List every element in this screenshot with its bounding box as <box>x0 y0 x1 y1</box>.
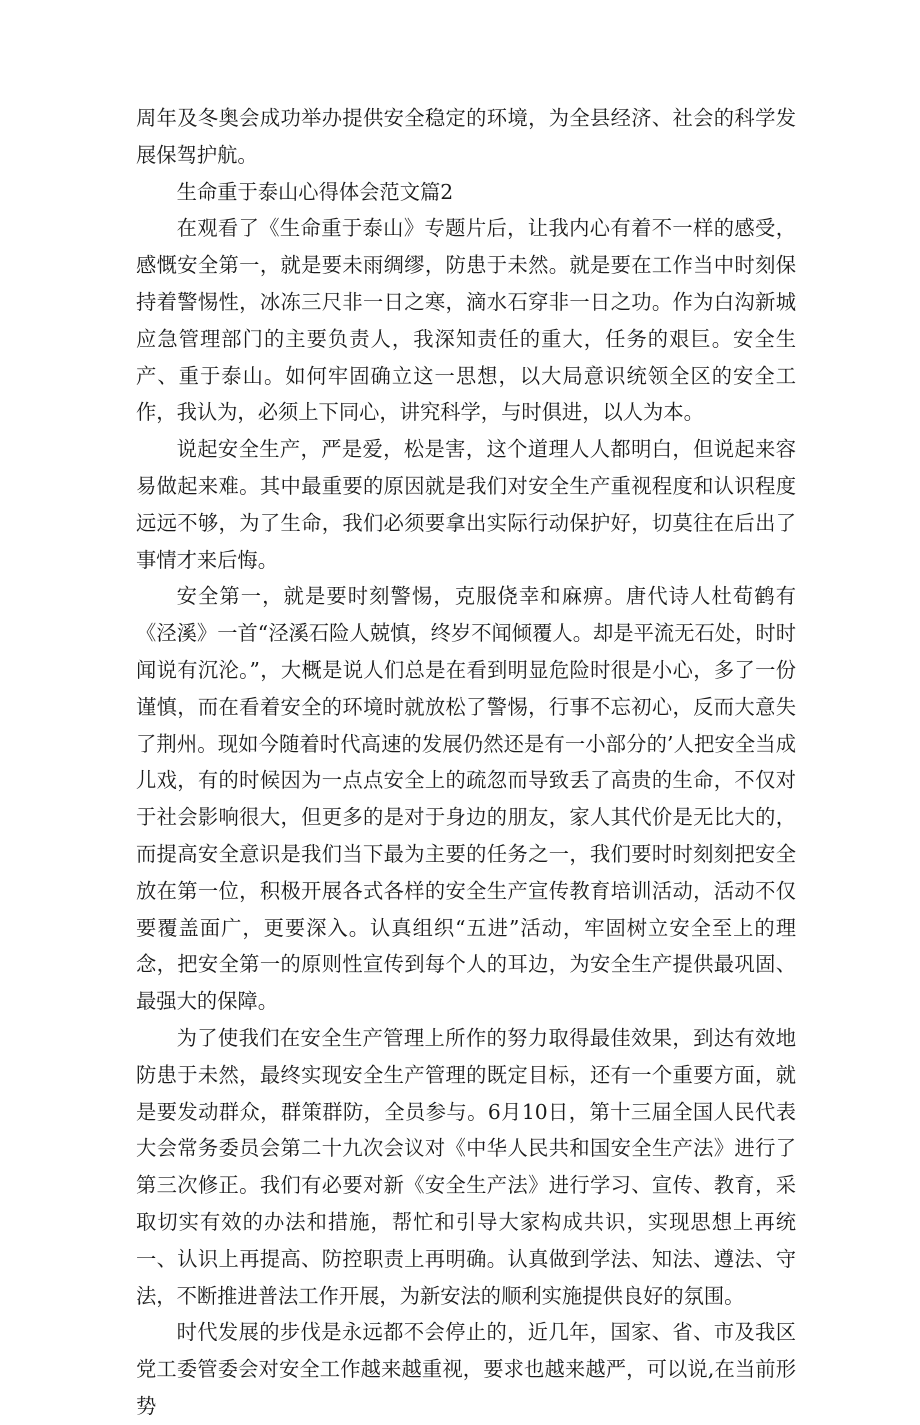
paragraph: 在观看了《生命重于泰山》专题片后，让我内心有着不一样的感受，感慨安全第一，就是要未雨绸缪，防患于未然。就是要在工作当中时刻保持着警惕性，冰冻三尺非一日之寒，滴水石穿非一日之功。作为白沟新城应急管理部门的主要负责人，我深知责任的重大，任务的艰巨。安全生产、重于泰山。如何牢固确立这一思想，以大局意识统领全区的安全工作，我认为，必须上下同心，讲究科学，与时俱进，以人为本。 <box>136 216 796 425</box>
paragraph-continuation: 周年及冬奥会成功举办提供安全稳定的环境，为全县经济、社会的科学发展保驾护航。 <box>136 106 796 167</box>
paragraph: 为了使我们在安全生产管理上所作的努力取得最佳效果，到达有效地防患于未然，最终实现安全生产管理的既定目标，还有一个重要方面，就是要发动群众，群策群防，全员参与。6月10日，第十三届全国人民代表大会常务委员会第二十九次会议对《中华人民共和国安全生产法》进行了第三次修正。我们有必要对新《安全生产法》进行学习、宣传、教育，采取切实有效的办法和措施，帮忙和引导大家构成共识，实现思想上再统一、认识上再提高、防控职责上再明确。认真做到学法、知法、遵法、守法，不断推进普法工作开展，为新安法的顺利实施提供良好的氛围。 <box>136 1025 796 1308</box>
paragraph: 时代发展的步伐是永远都不会停止的，近几年，国家、省、市及我区党工委管委会对安全工作越来越重视，要求也越来越严，可以说,在当前形势 <box>136 1320 796 1418</box>
paragraph: 说起安全生产，严是爱，松是害，这个道理人人都明白，但说起来容易做起来难。其中最重要的原因就是我们对安全生产重视程度和认识程度远远不够，为了生命，我们必须要拿出实际行动保护好，切莫往在后出了事情才来后悔。 <box>136 437 796 572</box>
section-heading: 生命重于泰山心得体会范文篇2 <box>176 179 454 204</box>
document-body <box>136 100 796 1425</box>
paragraph: 安全第一，就是要时刻警惕，克服侥幸和麻痹。唐代诗人杜荀鹤有《泾溪》一首“泾溪石险人兢慎，终岁不闻倾覆人。却是平流无石处，时时闻说有沉沦。”，大概是说人们总是在看到明显危险时很是小心，多了一份谨慎，而在看着安全的环境时就放松了警惕，行事不忘初心，反而大意失了荆州。现如今随着时代高速的发展仍然还是有一小部分的’人把安全当成儿戏，有的时候因为一点点安全上的疏忽而导致丢了高贵的生命，不仅对于社会影响很大，但更多的是对于身边的朋友，家人其代价是无比大的，而提高安全意识是我们当下最为主要的任务之一，我们要时时刻刻把安全放在第一位，积极开展各式各样的安全生产宣传教育培训活动，活动不仅要覆盖面广，更要深入。认真组织“五进”活动，牢固树立安全至上的理念，把安全第一的原则性宣传到每个人的耳边，为安全生产提供最巩固、最强大的保障。 <box>136 584 796 1014</box>
